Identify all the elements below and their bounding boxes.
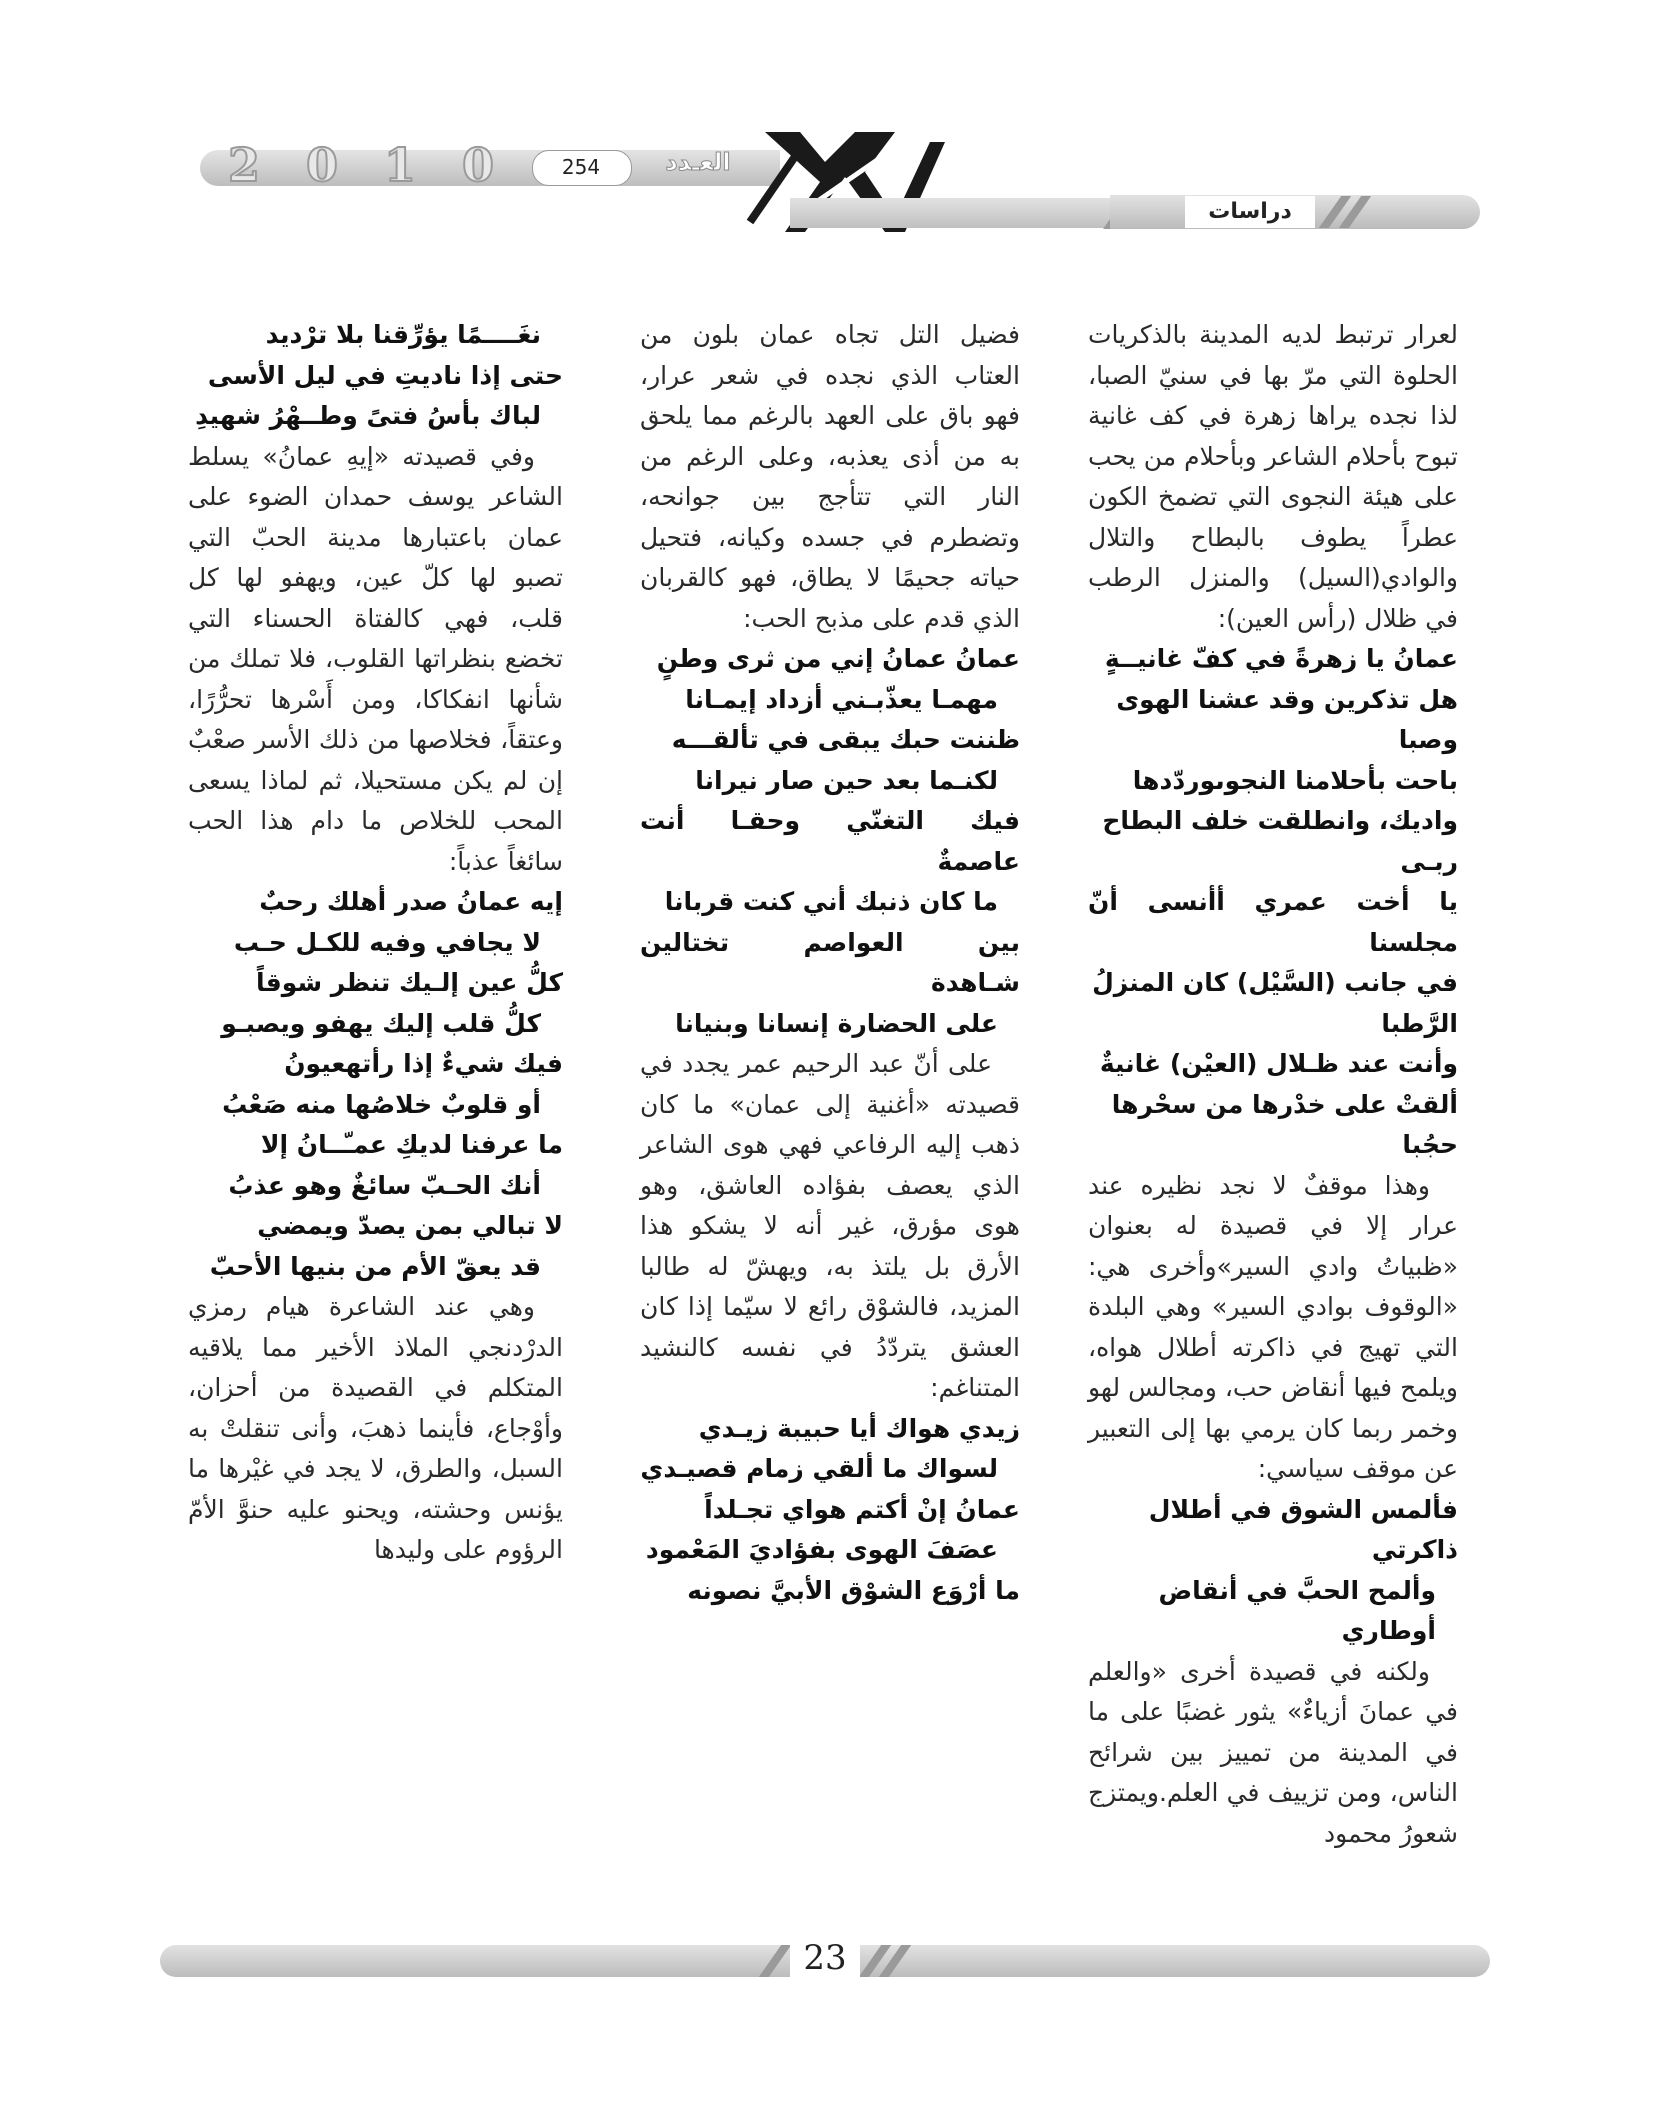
verse-line: في جانب (السَّيْل) كان المنزلُ الرَّطبا bbox=[1092, 968, 1458, 1038]
verse-line: واديك، وانطلقت خلف البطاح ربـى bbox=[1102, 806, 1458, 876]
issue-label: العـدد bbox=[665, 148, 731, 176]
verse-line: مهمـا يعذّبـني أزداد إيمـانا bbox=[685, 684, 998, 714]
verse-line: وأنت عند ظـلال (العيْن) غانيةٌ bbox=[1099, 1049, 1458, 1078]
verse-line: ما كان ذنبك أني كنت قربانا bbox=[664, 887, 998, 916]
text-column-right bbox=[1088, 315, 1458, 1854]
verse-line: نغَــــمًا يؤرِّقنا بلا ترْديد bbox=[265, 320, 541, 349]
paragraph: ولكنه في قصيدة أخرى «والعلم في عمانَ أزياءٌ» يثور غضبًا على ما في المدينة من تمييز بين شرائح الناس، ومن تزييف في العلم.ويمتزج شعورُ محمود bbox=[1088, 1656, 1458, 1848]
paragraph: فضيل التل تجاه عمان بلون من العتاب الذي نجده في شعر عرار، فهو باق على العهد بالرغم مما يلحق به من أذى يعذبه، وعلى الرغم من النار التي تتأجج بين جوانحه، وتضطرم في جسده وكيانه، فتحيل حياته جحيمًا لا يطاق، فهو كالقربان الذي قدم على مذبح الحب: bbox=[640, 320, 1020, 633]
year-digit: 0 bbox=[462, 138, 497, 192]
verse-line: عمانُ يا زهرةً في كفّ غانيــةٍ bbox=[1104, 644, 1458, 673]
paragraph: وفي قصيدته «إيهِ عمانُ» يسلط الشاعر يوسف حمدان الضوء على عمان باعتبارها مدينة الحبّ التي تصبو لها كلّ عين، ويهفو لها كل قلب، فهي كالفتاة الحسناء التي تخضع بنظراتها القلوب، فلا تملك من شأنها انفكاكا، ومن أَسْرها تحرُّرًا، وعتقاً، فخلاصها من ذلك الأسر صعْبٌ إن لم يكن مستحيلا، ثم لماذا يسعى المحب للخلاص ما دام هذا الحب سائغاً عذباً: bbox=[188, 441, 563, 876]
verse-line: يا أخت عمري أأنسى أنّ bbox=[1088, 887, 1458, 916]
verse-line: عاصمةٌ bbox=[937, 846, 1020, 876]
verse-line: ما أرْوَع الشوْق الأبيَّ نصونه bbox=[687, 1575, 1020, 1605]
verse-line: حتى إذا ناديتِ في ليل الأسى bbox=[207, 360, 563, 390]
section-title: دراسات bbox=[1185, 196, 1315, 228]
verse-line: عمانُ إنْ أكتم هواي تجـلداً bbox=[704, 1494, 1020, 1524]
verse-line: لباك بأسُ فتىً وطــهْرُ شهيدِ bbox=[195, 401, 541, 430]
verse-line: عصَفَ الهوى بفؤاديَ المَعْمود bbox=[645, 1535, 998, 1564]
year-digit: 0 bbox=[306, 138, 341, 192]
verse-line: باحت بأحلامنا النجوىوردّدها bbox=[1132, 765, 1458, 795]
verse-line: لا تبالي بمن يصدّ ويمضي bbox=[257, 1211, 563, 1240]
paragraph: وهذا موقفٌ لا نجد نظيره عند عرار إلا في قصيدة له بعنوان «ظبياتُ وادي السير»وأخرى هي: «الوقوف بوادي السير» وهي البلدة التي تهيج في ذاكرته أطلال هواه، ويلمح فيها أنقاض حب، ومجالس لهو وخمر ربما كان يرمي بها إلى التعبير عن موقف سياسي: bbox=[1088, 1170, 1458, 1483]
issue-number: 254 bbox=[561, 155, 601, 179]
verse-line: لسواك ما ألقي زمام قصيـدي bbox=[640, 1454, 998, 1483]
verse-line: أو قلوبٌ خلاصُها منه صَعْبُ bbox=[222, 1089, 541, 1119]
verse-line: أنك الحـبّ سائغٌ وهو عذبُ bbox=[228, 1170, 541, 1200]
text-column-left bbox=[188, 315, 563, 1571]
year-digit: 2 bbox=[228, 138, 263, 192]
year-label bbox=[228, 138, 496, 192]
verse-line: فيك شيءٌ إذا رأتهعيونُ bbox=[284, 1049, 563, 1078]
page-number: 23 bbox=[803, 1938, 847, 1978]
text-column-middle bbox=[640, 315, 1020, 1611]
verse-line: شـاهدة bbox=[930, 968, 1020, 997]
verse-line: هل تذكرين وقد عشنا الهوى وصبا bbox=[1116, 684, 1458, 754]
verse-line: كلُّ عين إلـيك تنظر شوقاً bbox=[256, 968, 563, 997]
verse-line: كلُّ قلب إليك يهفو ويصبـو bbox=[221, 1008, 541, 1038]
verse-line: فألمس الشوق في أطلال ذاكرتي bbox=[1148, 1494, 1458, 1564]
verse-line: ما عرفنا لديكِ عمـّــانُ إلا bbox=[260, 1130, 563, 1159]
verse-line: فيك التغنّي وحقـا أنت bbox=[640, 806, 1020, 835]
verse-line: لا يجافي وفيه للكـل حـب bbox=[233, 927, 541, 957]
verse-line: زيدي هواك أيا حبيبة زيـدي bbox=[698, 1413, 1020, 1443]
verse-line: وألمح الحبَّ في أنقاض أوطاري bbox=[1158, 1575, 1436, 1645]
paragraph: لعرار ترتبط لديه المدينة بالذكريات الحلوة التي مرّ بها في سنيّ الصبا، لذا نجده يراها زهرة في كف غانية تبوح بأحلام الشاعر وبأحلام من يحب على هيئة النجوى التي تضمخ الكون عطراً يطوف بالبطاح والتلال والوادي(السيل) والمنزل الرطب في ظلال (رأس العين): bbox=[1088, 320, 1458, 633]
page-header bbox=[0, 0, 1654, 260]
paragraph: وهي عند الشاعرة هيام رمزي الدرْدنجي الملاذ الأخير مما يلاقيه المتكلم في القصيدة من أحزان، وأوْجاع، فأينما ذهبَ، وأنى تنقلتْ به السبل، والطرق، لا يجد في غيْرها ما يؤنس وحشته، ويحنو عليه حنوَّ الأمّ الرؤوم على وليدها bbox=[188, 1292, 563, 1564]
verse-line: عمانُ عمانُ إني من ثرى وطنٍ bbox=[656, 644, 1020, 673]
verse-line: بين العواصم تختالين bbox=[640, 927, 1020, 957]
verse-line: ظننت حبك يبقى في تألقـــه bbox=[671, 725, 1020, 754]
verse-line: ألقتْ على خدْرها من سحْرها حجُبا bbox=[1111, 1089, 1458, 1159]
verse-line: على الحضارة إنسانا وبنيانا bbox=[675, 1008, 998, 1038]
verse-line: قد يعقّ الأم من بنيها الأحبّ bbox=[209, 1251, 541, 1281]
paragraph: على أنّ عبد الرحيم عمر يجدد في قصيدته «أغنية إلى عمان» ما كان ذهب إليه الرفاعي فهي هوى الشاعر الذي يعصف بفؤاده العاشق، وهو هوى مؤرق، غير أنه لا يشكو هذا الأرق بل يلتذ به، ويهشّ له طالبا المزيد، فالشوْق رائع لا سيّما إذا كان العشق يتردّدُ في نفسه كالنشيد المتناغم: bbox=[640, 1049, 1020, 1402]
verse-line: مجلسنا bbox=[1369, 927, 1458, 957]
verse-line: إيه عمانُ صدر أهلك رحبٌ bbox=[259, 887, 563, 916]
verse-line: لكنـما بعد حين صار نيرانا bbox=[695, 765, 998, 795]
year-digit: 1 bbox=[384, 138, 419, 192]
